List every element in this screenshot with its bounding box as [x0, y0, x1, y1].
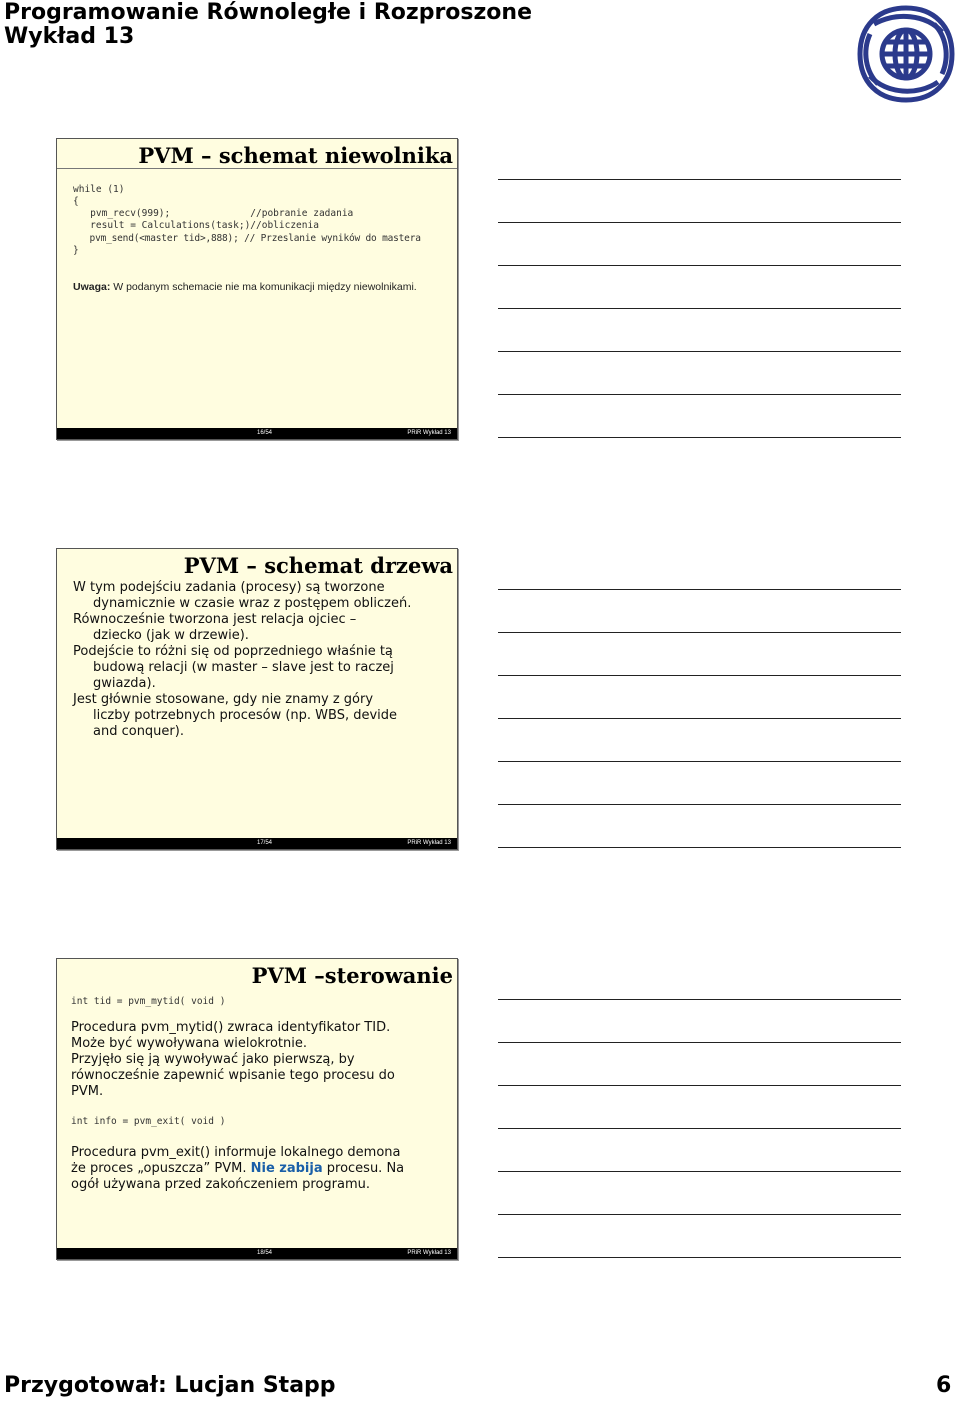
slide-footer-label: PRiR Wykład 13: [407, 430, 451, 436]
code-line: }: [73, 245, 79, 256]
note-line: [498, 1042, 901, 1043]
note: [73, 281, 417, 293]
note-line: [498, 308, 901, 309]
university-globe-logo-icon: [856, 4, 956, 104]
note-line: [498, 847, 901, 848]
note-line: [498, 675, 901, 676]
code-line: int info = pvm_exit( void ): [71, 1116, 226, 1127]
page-number: 6: [936, 1373, 952, 1398]
code-line: while (1): [73, 184, 125, 195]
paragraph-line: Procedura pvm_exit() informuje lokalnego demona: [71, 1145, 401, 1160]
slide-title: PVM –sterowanie: [251, 963, 453, 988]
paragraph-line: budową relacji (w master – slave jest to raczej: [93, 660, 394, 675]
paragraph-line: PVM.: [71, 1084, 104, 1099]
note-line: [498, 351, 901, 352]
slide-title: PVM – schemat drzewa: [183, 553, 453, 578]
note-line: [498, 1214, 901, 1215]
code-line: pvm_recv(999); //pobranie zadania: [73, 208, 354, 219]
highlighted-text: Nie zabija: [250, 1161, 323, 1176]
slide-body-block: [71, 1020, 455, 1100]
paragraph-line: Może być wywoływana wielokrotnie.: [71, 1036, 308, 1051]
slide-footer-label: PRiR Wykład 13: [407, 1250, 451, 1256]
note-line: [498, 265, 901, 266]
slide-title: PVM – schemat niewolnika: [138, 143, 453, 168]
paragraph-line: Procedura pvm_mytid() zwraca identyfikator TID.: [71, 1020, 391, 1035]
paragraph-line: równocześnie zapewnić wpisanie tego procesu do: [71, 1068, 395, 1083]
document-title: Programowanie Równoległe i Rozproszone: [4, 0, 532, 25]
note-line: [498, 999, 901, 1000]
text-run: procesu. Na: [322, 1161, 405, 1176]
note-line: [498, 222, 901, 223]
paragraph-line: dynamicznie w czasie wraz z postępem obliczeń.: [93, 596, 412, 611]
note-line: [498, 804, 901, 805]
slide-page-number: 16/54: [257, 430, 273, 436]
note-line: [498, 1257, 901, 1258]
slide-page-number: 18/54: [257, 1250, 273, 1256]
paragraph-line: Równocześnie tworzona jest relacja ojciec –: [73, 612, 357, 627]
paragraph-line: Podejście to różni się od poprzedniego właśnie tą: [73, 644, 393, 659]
note-line: [498, 718, 901, 719]
slide-body-block: [71, 1145, 455, 1193]
note-line: [498, 1085, 901, 1086]
code-line: pvm_send(<master tid>,888); // Przeslanie wyników do mastera: [73, 233, 421, 244]
slide-footer-bar: [57, 1248, 457, 1259]
slide-footer-label: PRiR Wykład 13: [407, 840, 451, 846]
slide-page-number: 17/54: [257, 840, 273, 846]
paragraph-line: dziecko (jak w drzewie).: [93, 628, 249, 643]
paragraph-line: and conquer).: [93, 724, 184, 739]
slide-footer-bar: [57, 428, 457, 439]
paragraph-line: gwiazda).: [93, 676, 156, 691]
document-subtitle: Wykład 13: [4, 24, 135, 49]
note-line: [498, 761, 901, 762]
note-text: W podanym schemacie nie ma komunikacji między niewolnikami.: [110, 281, 417, 293]
note-line: [498, 394, 901, 395]
slide-body: [73, 580, 453, 740]
author-footer: Przygotował: Lucjan Stapp: [4, 1373, 336, 1398]
slide-footer-bar: [57, 838, 457, 849]
text-run: że proces „opuszcza” PVM.: [71, 1161, 251, 1176]
note-label: Uwaga:: [73, 281, 111, 293]
paragraph-line: [71, 1161, 455, 1177]
slide-18: [56, 958, 458, 1260]
paragraph-line: liczby potrzebnych procesów (np. WBS, devide: [93, 708, 398, 723]
note-line: [498, 589, 901, 590]
note-line: [498, 632, 901, 633]
slide-16: [56, 138, 458, 440]
note-line: [498, 1171, 901, 1172]
code-line: {: [73, 196, 79, 207]
paragraph-line: ogół używana przed zakończeniem programu.: [71, 1177, 371, 1192]
note-line: [498, 179, 901, 180]
note-line: [498, 437, 901, 438]
paragraph-line: W tym podejściu zadania (procesy) są tworzone: [73, 580, 385, 595]
slide-17: [56, 548, 458, 850]
note-line: [498, 1128, 901, 1129]
code-line: int tid = pvm_mytid( void ): [71, 996, 226, 1007]
code-line: result = Calculations(task;)//obliczenia: [73, 220, 319, 231]
paragraph-line: Jest głównie stosowane, gdy nie znamy z góry: [73, 692, 374, 707]
paragraph-line: Przyjęło się ją wywoływać jako pierwszą, by: [71, 1052, 355, 1067]
